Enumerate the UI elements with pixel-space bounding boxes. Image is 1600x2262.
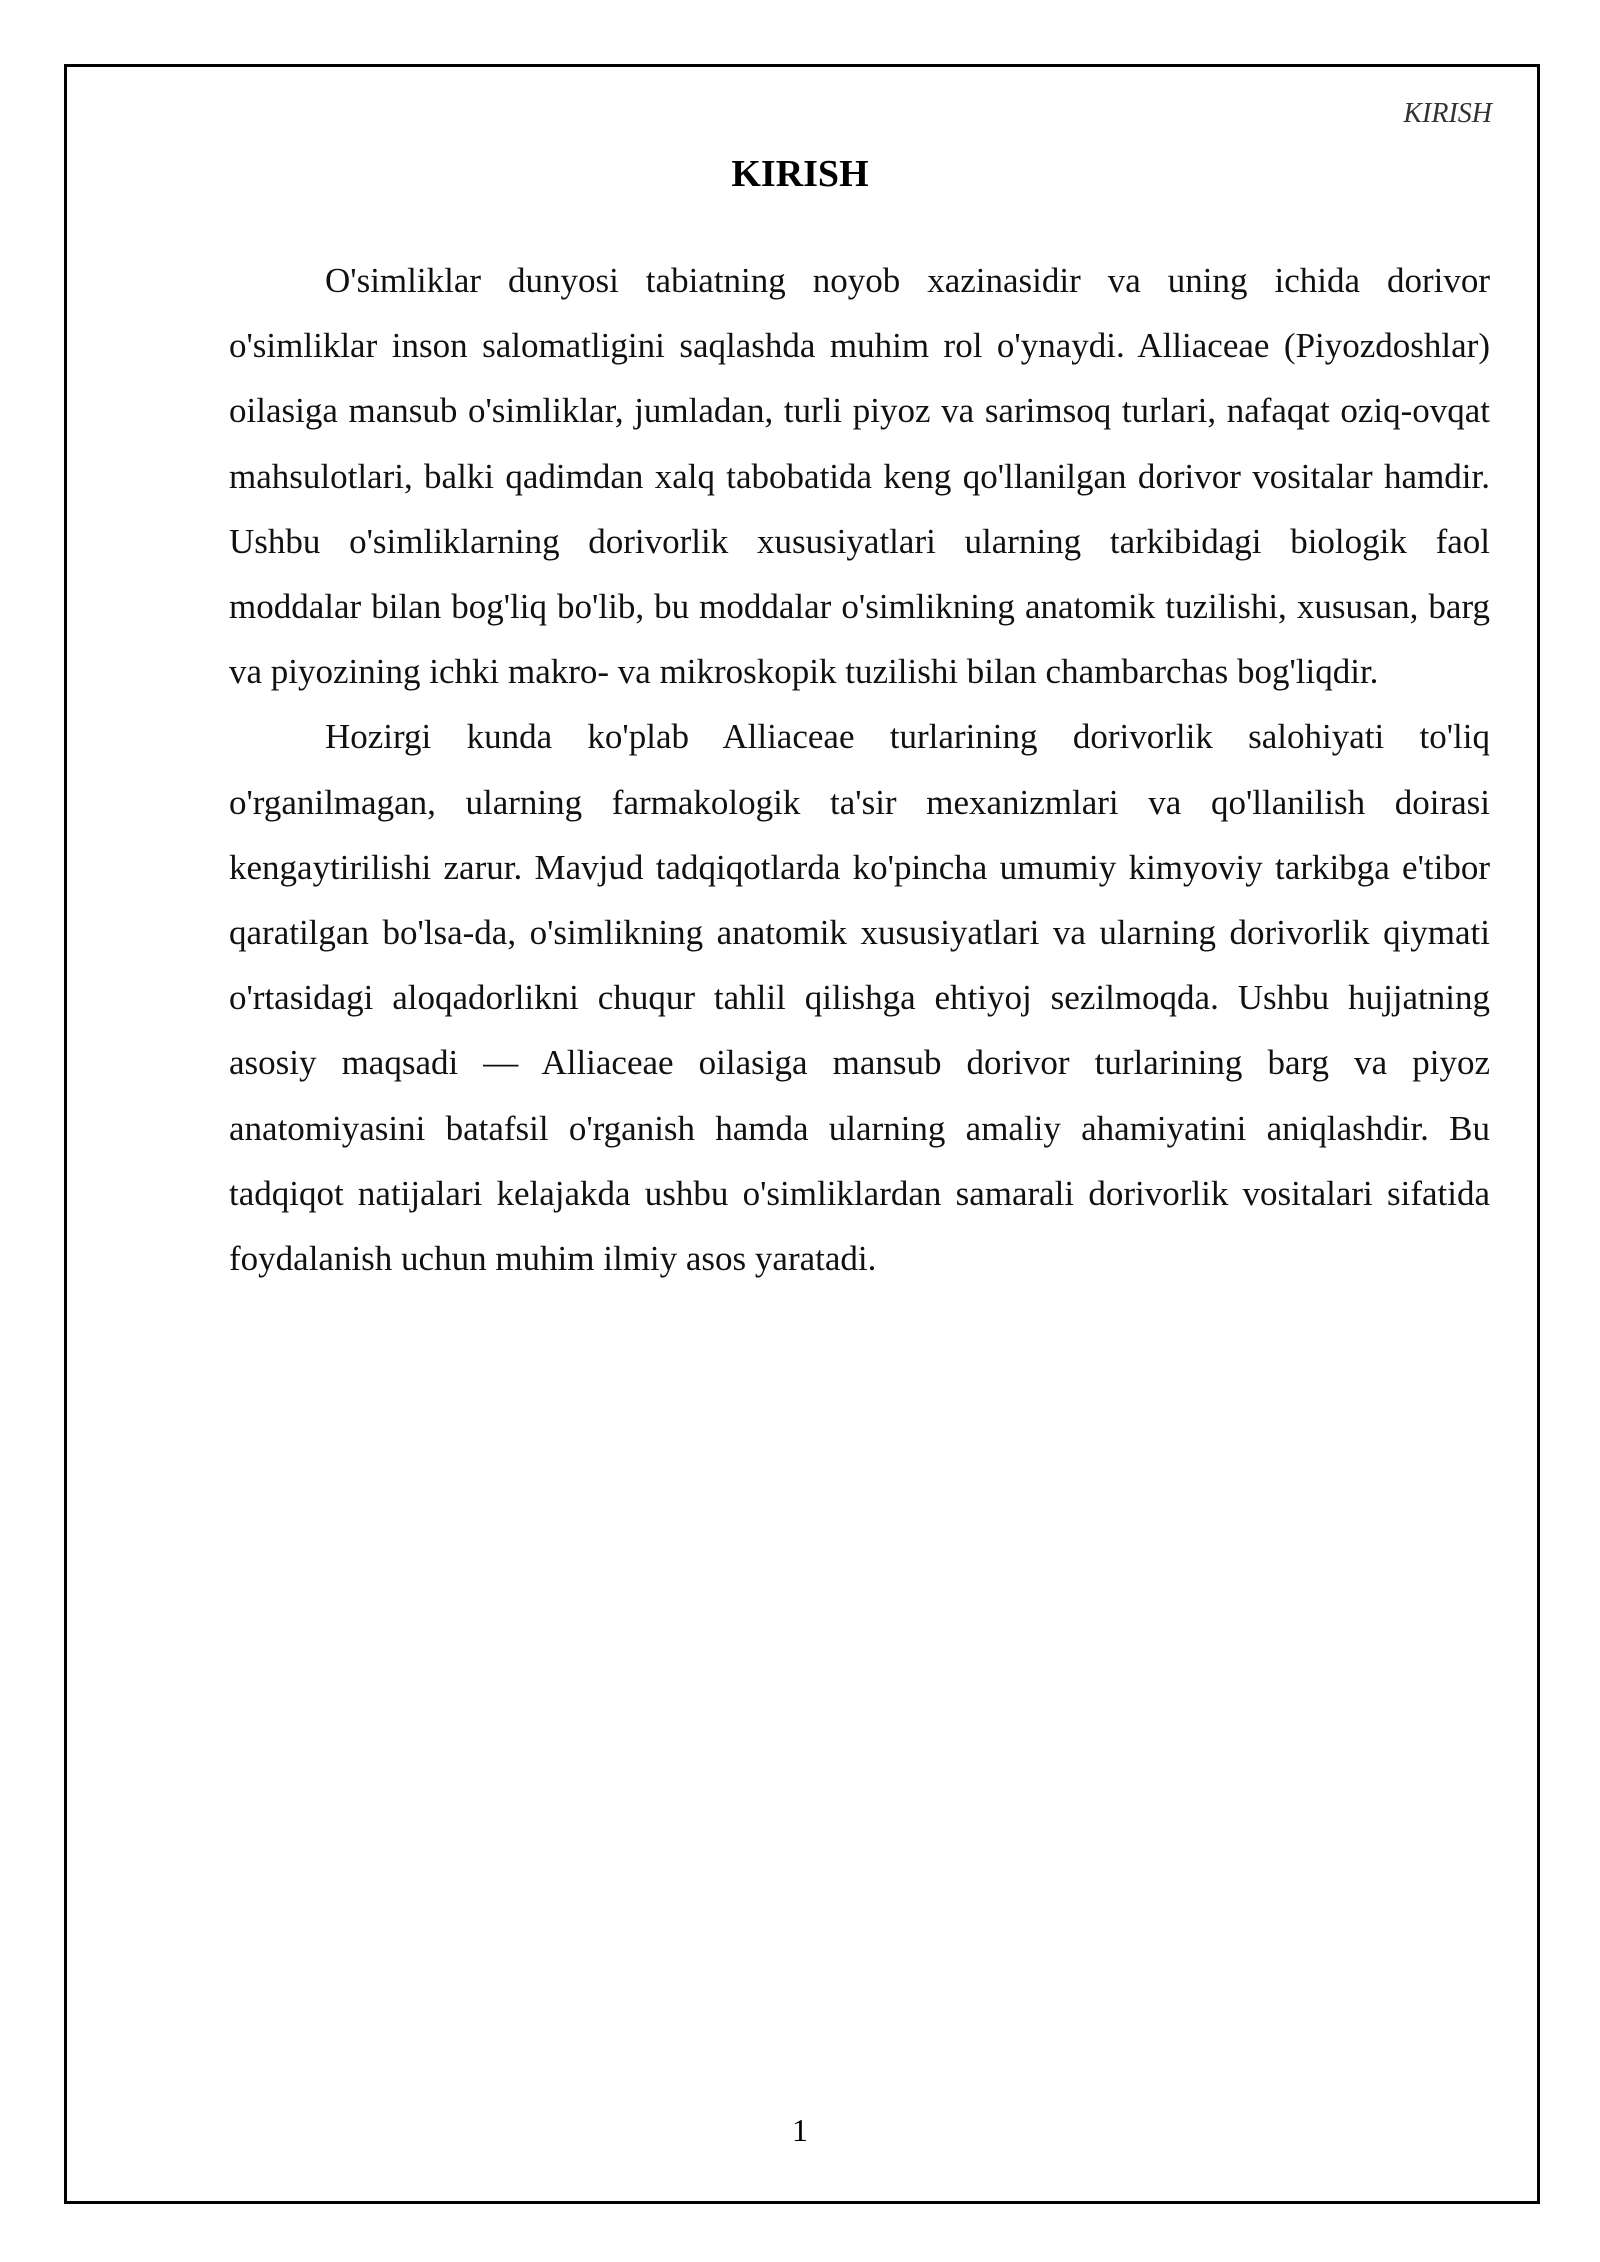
running-header: KIRISH <box>1403 98 1492 129</box>
document-body <box>229 248 1490 1291</box>
paragraph: O'simliklar dunyosi tabiatning noyob xazinasidir va uning ichida dorivor o'simliklar inson salomatligini saqlashda muhim rol o'ynaydi. Alliaceae (Piyozdoshlar) oilasiga mansub o'simliklar, jumladan, turli piyoz va sarimsoq turlari, nafaqat oziq-ovqat mahsulotlari, balki qadimdan xalq tabobatida keng qo'llanilgan dorivor vositalar hamdir. Ushbu o'simliklarning dorivorlik xususiyatlari ularning tarkibidagi biologik faol moddalar bilan bog'liq bo'lib, bu moddalar o'simlikning anatomik tuzilishi, xususan, barg va piyozining ichki makro- va mikroskopik tuzilishi bilan chambarchas bog'liqdir. <box>229 261 1490 692</box>
page-title: KIRISH <box>731 153 869 195</box>
paragraph: Hozirgi kunda ko'plab Alliaceae turlarining dorivorlik salohiyati to'liq o'rganilmagan, ularning farmakologik ta'sir mexanizmlari va qo'llanilish doirasi kengaytirilishi zarur. Mavjud tadqiqotlarda ko'pincha umumiy kimyoviy tarkibga e'tibor qaratilgan bo'lsa-da, o'simlikning anatomik xususiyatlari va ularning dorivorlik qiymati o'rtasidagi aloqadorlikni chuqur tahlil qilishga ehtiyoj sezilmoqda. Ushbu hujjatning asosiy maqsadi — Alliaceae oilasiga mansub dorivor turlarining barg va piyoz anatomiyasini batafsil o'rganish hamda ularning amaliy ahamiyatini aniqlashdir. Bu tadqiqot natijalari kelajakda ushbu o'simliklardan samarali dorivorlik vositalari sifatida foydalanish uchun muhim ilmiy asos yaratadi. <box>229 717 1490 1279</box>
page-number: 1 <box>792 2112 808 2148</box>
